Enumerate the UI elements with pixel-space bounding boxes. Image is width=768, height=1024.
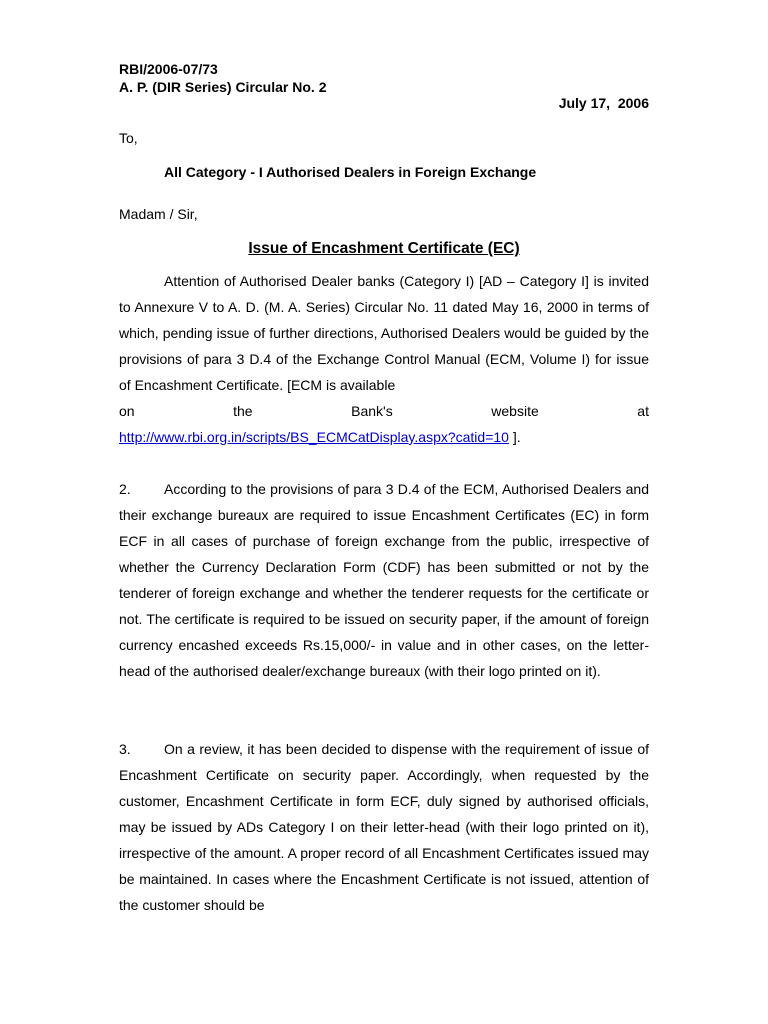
paragraph-2-text: According to the provisions of para 3 D.4 of the ECM, Authorised Dealers and their exchange bureaux are required to issue Encashment Certificates (EC) in form ECF in all cases of purchase of foreign exchange from the public, irrespective of whether the Currency Declaration Form (CDF) has been submitted or not by the tenderer of foreign exchange and whether the tenderer requests for the certificate or not. The certificate is required to be issued on security paper, if the amount of foreign currency encashed exceeds Rs.15,000/- in value and in other cases, on the letter-head of the authorised dealer/exchange bureaux (with their logo printed on it). [119, 481, 649, 679]
reference-block [119, 60, 326, 96]
paragraph-1-text: Attention of Authorised Dealer banks (Category I) [AD – Category I] is invited to Annexure V to A. D. (M. A. Series) Circular No. 11 dated May 16, 2000 in terms of which, pending issue of further directions, Authorised Dealers would be guided by the provisions of para 3 D.4 of the Exchange Control Manual (ECM, Volume I) for issue of Encashment Certificate. [ECM is available [119, 273, 649, 393]
paragraph-number: 2. [119, 481, 131, 497]
paragraph-1 [119, 268, 649, 450]
link-line [119, 424, 649, 450]
addressee: All Category - I Authorised Dealers in Foreign Exchange [164, 164, 537, 180]
paragraph-2 [119, 476, 649, 684]
circular-date: July 17, 2006 [558, 95, 649, 111]
to-line: To, [119, 130, 138, 146]
website-line [119, 398, 649, 424]
paragraph-number: 3. [119, 741, 131, 757]
website-word: Bank's [351, 403, 393, 419]
website-word: website [491, 403, 539, 419]
website-word: at [637, 403, 649, 419]
paragraph-3 [119, 736, 649, 918]
link-line-end: ]. [508, 429, 521, 445]
website-word: on [119, 403, 135, 419]
subject-heading: Issue of Encashment Certificate (EC) [248, 240, 520, 257]
website-word: the [233, 403, 253, 419]
circular-number: A. P. (DIR Series) Circular No. 2 [119, 79, 327, 95]
ecm-website-link[interactable]: http://www.rbi.org.in/scripts/BS_ECMCatDisplay.aspx?catid=10 [119, 429, 509, 445]
salutation: Madam / Sir, [119, 206, 198, 222]
reference-number: RBI/2006-07/73 [119, 61, 218, 77]
paragraph-3-text: On a review, it has been decided to dispense with the requirement of issue of Encashment Certificate on security paper. Accordingly, when requested by the customer, Encashment Certificate in form ECF, duly signed by authorised officials, may be issued by ADs Category I on their letter-head (with their logo printed on it), irrespective of the amount. A proper record of all Encashment Certificates issued may be maintained. In cases where the Encashment Certificate is not issued, attention of the customer should be [119, 741, 649, 913]
